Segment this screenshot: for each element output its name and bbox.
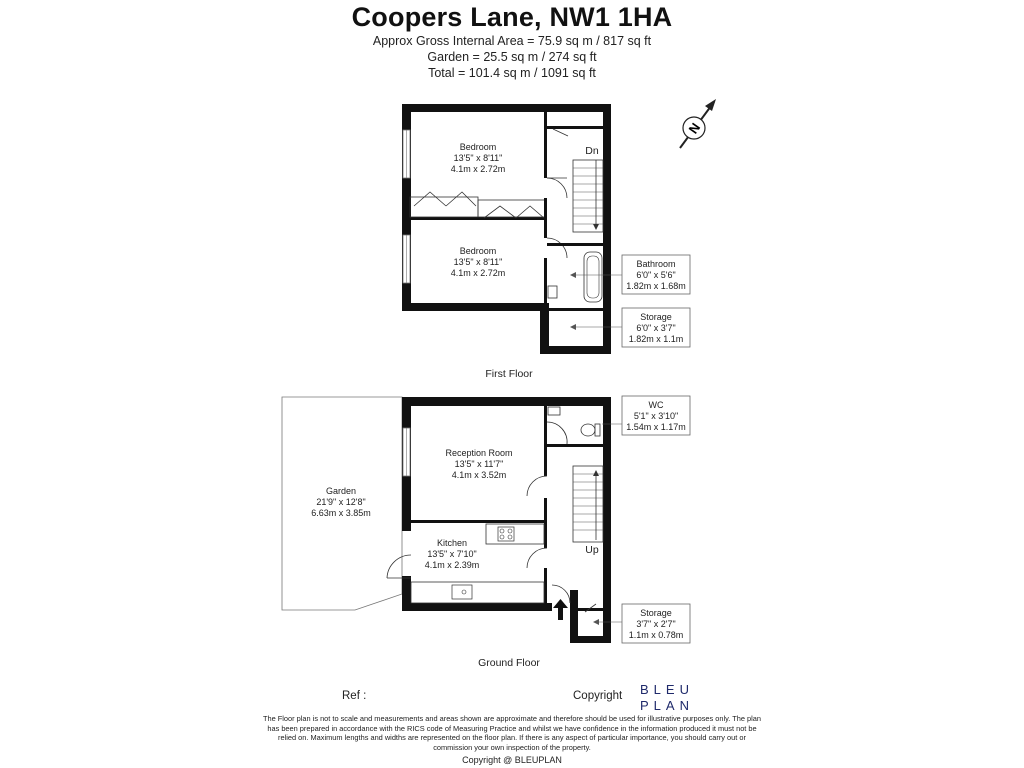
disclaimer-text: The Floor plan is not to scale and measurements and areas shown are approximate and therefore should be used for illustrative purposes only. The plan has been prepared in accordance with the RICS code of Measuring Practice and whilst we have confidence in the information produced it must not be relied on. Maximum lengths and widths are represented on the floor plan. If there is any aspect of particular importance, you should carry out or commission your own inspection of the property.: [262, 714, 762, 752]
total-area-text: Total = 101.4 sq m / 1091 sq ft: [428, 66, 596, 80]
gf-reception-metric: 4.1m x 3.52m: [451, 470, 507, 480]
gf-wc-imperial: 5'1" x 3'10": [633, 411, 679, 421]
first-floor-plan: [402, 104, 690, 380]
gf-kitchen-metric: 4.1m x 2.39m: [424, 560, 480, 570]
ground-floor-label: Ground Floor: [478, 657, 540, 669]
copyright-footer: Copyright @ BLEUPLAN: [462, 755, 562, 765]
ref-label: Ref :: [342, 690, 367, 702]
ff-bedroom2-imperial: 13'5" x 8'11": [453, 257, 503, 267]
garden-area-text: Garden = 25.5 sq m / 274 sq ft: [427, 50, 597, 64]
ff-storage-imperial: 6'0" x 3'7": [636, 323, 676, 333]
ff-bathroom-metric: 1.82m x 1.68m: [626, 281, 686, 291]
gf-wc-name: WC: [648, 400, 664, 410]
page-title: Coopers Lane, NW1 1HA: [351, 2, 673, 32]
ff-bedroom1-imperial: 13'5" x 8'11": [453, 153, 503, 163]
internal-area-text: Approx Gross Internal Area = 75.9 sq m / 817 sq ft: [372, 34, 652, 48]
gf-wc-metric: 1.54m x 1.17m: [626, 422, 686, 432]
ff-stairs-label: Dn: [585, 145, 599, 157]
first-floor-label: First Floor: [485, 368, 533, 380]
copyright-label: Copyright: [573, 690, 623, 702]
ff-bedroom1-metric: 4.1m x 2.72m: [450, 164, 506, 174]
gf-stairs-label: Up: [585, 544, 599, 556]
ff-bathroom-name: Bathroom: [636, 259, 676, 269]
gf-storage-imperial: 3'7" x 2'7": [636, 619, 676, 629]
gf-reception-name: Reception Room: [445, 448, 513, 458]
gf-garden-imperial: 21'9" x 12'8": [316, 497, 366, 507]
ff-bedroom2-name: Bedroom: [459, 246, 497, 256]
gf-garden-name: Garden: [325, 486, 357, 496]
gf-kitchen-name: Kitchen: [436, 538, 468, 548]
gf-storage-metric: 1.1m x 0.78m: [628, 630, 684, 640]
logo-line-1: BLEU: [640, 682, 694, 697]
ff-bedroom1-name: Bedroom: [459, 142, 497, 152]
logo-line-2: PLAN: [640, 698, 694, 713]
ff-storage-name: Storage: [640, 312, 672, 322]
gf-storage-name: Storage: [640, 608, 672, 618]
north-arrow-icon: [680, 99, 716, 148]
ground-floor-plan: [282, 396, 690, 669]
bleuplan-logo: [640, 682, 694, 714]
ff-storage-metric: 1.82m x 1.1m: [628, 334, 684, 344]
ff-bathroom-imperial: 6'0" x 5'6": [636, 270, 676, 280]
ff-bedroom2-metric: 4.1m x 2.72m: [450, 268, 506, 278]
gf-reception-imperial: 13'5" x 11'7": [454, 459, 504, 469]
gf-garden-metric: 6.63m x 3.85m: [311, 508, 371, 518]
entrance-arrow-icon: [553, 599, 568, 620]
gf-kitchen-imperial: 13'5" x 7'10": [427, 549, 477, 559]
compass-letter: N: [685, 120, 704, 137]
